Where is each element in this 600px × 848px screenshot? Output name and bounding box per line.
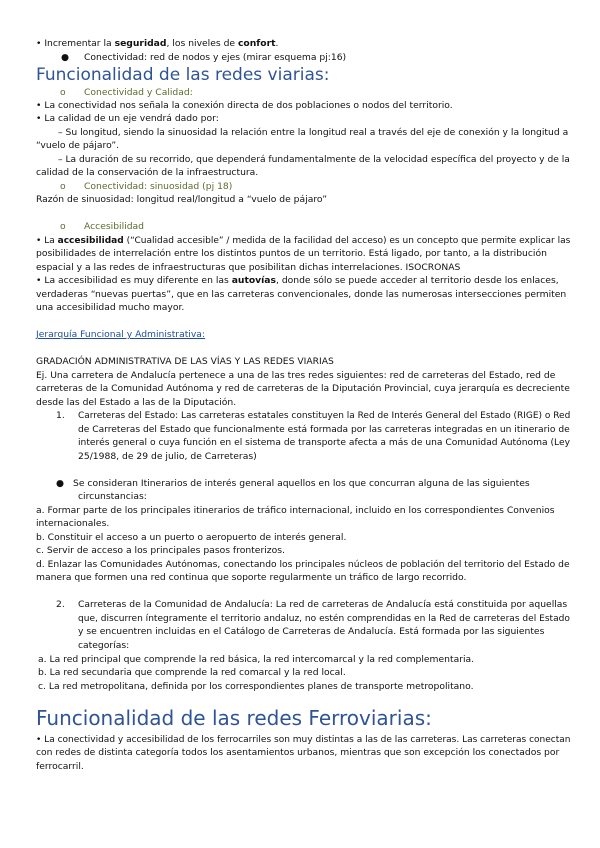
list-item: c. La red metropolitana, definida por los correspondientes planes de transporte metropolitano. [38, 681, 474, 692]
list-item: b. Constituir el acceso a un puerto o aeropuerto de interés general. [36, 532, 347, 543]
paragraph: y se encuentren incluidas en el Catálogo de Carreteras de Andalucía. Está formada por las siguientes [78, 626, 545, 637]
paragraph: Se consideran Itinerarios de interés general aquellos en los que concurran alguna de las siguientes [73, 478, 530, 489]
heading-redes-ferroviarias: Funcionalidad de las redes Ferroviarias: [36, 706, 432, 730]
list-item: internacionales. [36, 518, 110, 529]
list-item: b. La red secundaria que comprende la red comarcal y la red local. [38, 667, 346, 678]
paragraph: espacial y a las redes de infraestructuras que posibilitan dichas interrelaciones. ISOCRONAS [36, 262, 461, 273]
bold-text: confort [237, 38, 276, 49]
paragraph-ratio: Razón de sinuosidad: longitud real/longitud a “vuelo de pájaro” [36, 194, 327, 205]
paragraph-conectividad: Conectividad: red de nodos y ejes (mirar esquema pj:16) [84, 52, 347, 63]
list-item: d. Enlazar las Comunidades Autónomas, conectando los principales núcleos de población del territorio del Estado de [36, 559, 570, 570]
paragraph: desde las del Estado a las de la Diputación. [36, 397, 237, 408]
bullet-bullet: ● [61, 52, 70, 63]
text: , los niveles de [166, 38, 238, 49]
bullet-bullet: ● [56, 478, 65, 489]
text: Accesibilidad [84, 221, 145, 232]
circle-bullet-icon: o [60, 221, 66, 232]
paragraph-gradacion: GRADACIÓN ADMINISTRATIVA DE LAS VÍAS Y LAS REDES VIARIAS [36, 356, 334, 367]
paragraph: circunstancias: [78, 491, 147, 502]
paragraph: ferrocarril. [36, 761, 84, 772]
paragraph: interés general o cuya función en el sistema de transporte afecta a más de una Comunidad Autónoma (Ley [78, 437, 570, 448]
circle-bullet-icon: o [60, 181, 66, 192]
bold-text: autovías [231, 275, 276, 286]
paragraph: Ej. Una carretera de Andalucía pertenece a una de las tres redes siguientes: red de carreteras del Estado, red de [36, 370, 556, 381]
list-item: a. La red principal que comprende la red básica, la red intercomarcal y la red complementaria. [38, 654, 475, 665]
text: • La [36, 235, 58, 246]
paragraph: que, discurren íntegramente el territorio andaluz, no estén comprendidas en la Red de carreteras del Estado [78, 613, 570, 624]
circle-bullet-icon: o [60, 87, 66, 98]
text: (“Cualidad accesible” / medida de la facilidad del acceso) es un concepto que permite explicar las [123, 235, 571, 246]
text: Conectividad y Calidad: [84, 87, 193, 98]
paragraph: – La duración de su recorrido, que dependerá fundamentalmente de la velocidad específica del proyecto y de la [58, 154, 570, 165]
list-number: 1. [56, 410, 65, 421]
heading-redes-viarias: Funcionalidad de las redes viarias: [36, 65, 330, 85]
text: . [275, 38, 279, 49]
subheading-sinuosidad [60, 180, 232, 193]
paragraph: categorías: [78, 640, 130, 651]
list-item: manera que formen una red continua que soporte regularmente un tráfico de largo recorrido. [36, 572, 467, 583]
paragraph: verdaderas “nuevas puertas”, que en las carreteras convencionales, donde las numerosas intersecciones permiten [36, 289, 567, 300]
paragraph: de Carreteras del Estado que funcionalmente está formada por las carreteras integradas en un itinerario de [78, 424, 570, 435]
subheading-conectividad-calidad [60, 86, 193, 99]
paragraph: Carreteras de la Comunidad de Andalucía: La red de carreteras de Andalucía está constituida por aquellas [78, 599, 568, 610]
paragraph: Carreteras del Estado: Las carreteras estatales constituyen la Red de Interés General del Estado (RIGE) o Red [78, 410, 571, 421]
list-item: a. Formar parte de los principales itinerarios de tráfico internacional, incluido en los correspondientes Convenios [36, 505, 555, 516]
list-number: 2. [56, 599, 65, 610]
text: , donde sólo se puede acceder al territorio desde los enlaces, [275, 275, 559, 286]
paragraph: una accesibilidad mucho mayor. [36, 302, 185, 313]
paragraph [36, 234, 570, 248]
paragraph: • La conectividad nos señala la conexión directa de dos poblaciones o nodos del territorio. [36, 100, 453, 111]
paragraph: carreteras de la Comunidad Autónoma y red de carreteras de la Diputación Provincial, cuya jerarquía es decreciente [36, 383, 570, 394]
text: • La accesibilidad es muy diferente en las [36, 275, 232, 286]
paragraph: calidad de la conservación de la infraestructura. [36, 167, 259, 178]
paragraph-incrementar [36, 37, 278, 51]
paragraph: posibilidades de interrelación entre los distintos puntos de un territorio. Está ligado, por tanto, a la distribución [36, 248, 547, 259]
subheading-accesibilidad [60, 220, 144, 233]
paragraph: • La calidad de un eje vendrá dado por: [36, 113, 219, 124]
list-item: c. Servir de acceso a los principales pasos fronterizos. [36, 545, 285, 556]
paragraph: 25/1988, de 29 de julio, de Carreteras) [78, 451, 257, 462]
bold-text: accesibilidad [57, 235, 124, 246]
paragraph: “vuelo de pájaro”. [36, 140, 120, 151]
paragraph [36, 274, 559, 288]
bold-text: seguridad [114, 38, 167, 49]
paragraph: con redes de distinta categoría todos los asentamientos urbanos, mientras que son excepción los conectados por [36, 747, 560, 758]
jerarquia-link[interactable]: Jerarquía Funcional y Administrativa: [36, 329, 206, 340]
paragraph: • La conectividad y accesibilidad de los ferrocarriles son muy distintas a las de las carreteras. Las carreteras conectan [36, 734, 571, 745]
paragraph: – Su longitud, siendo la sinuosidad la relación entre la longitud real a través del eje de conexión y la longitud a [58, 127, 569, 138]
text: Conectividad: sinuosidad (pj 18) [84, 181, 233, 192]
text: • Incrementar la [36, 38, 115, 49]
